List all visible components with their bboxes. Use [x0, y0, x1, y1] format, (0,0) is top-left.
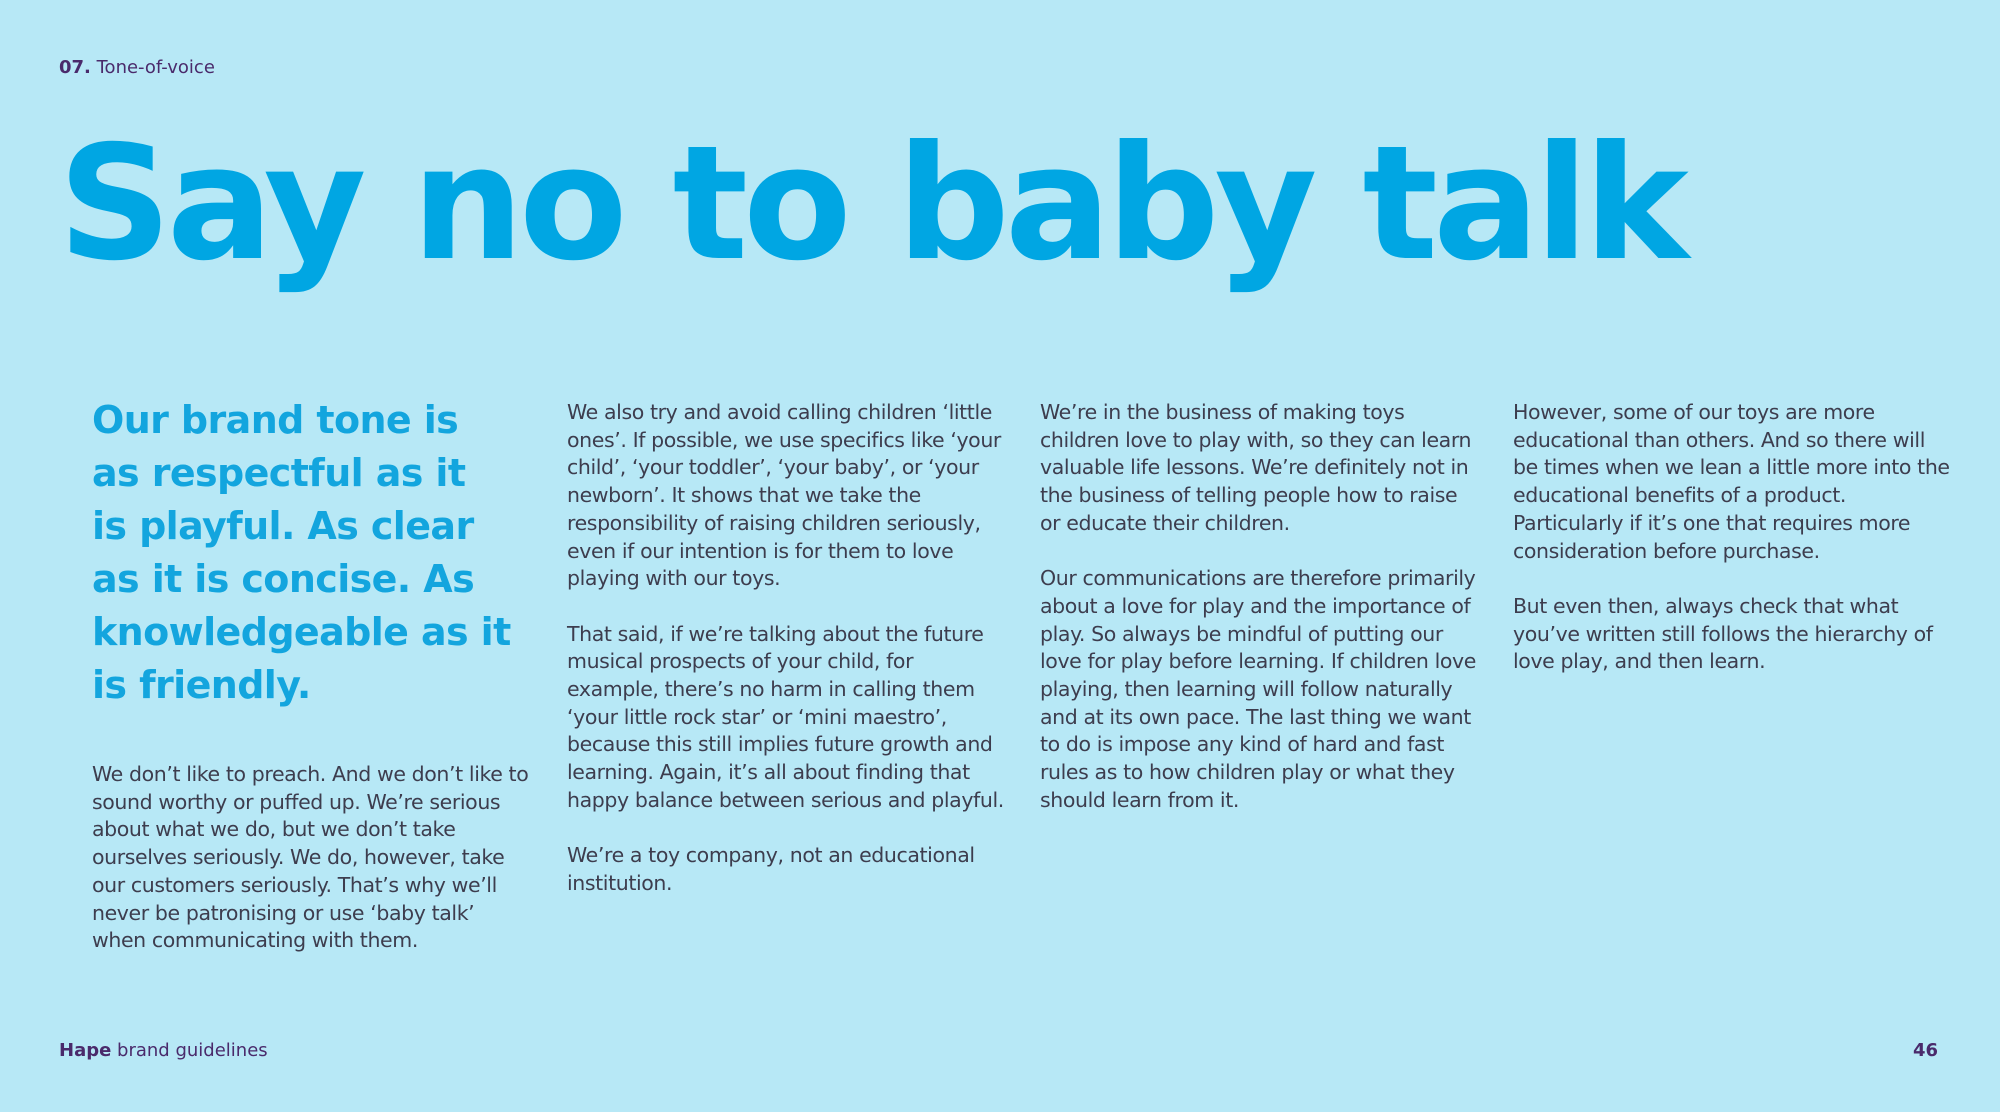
body-paragraph: We don’t like to preach. And we don’t like to sound worthy or puffed up. We’re serious about what we do, but we don’t take ourselves seriously. We do, however, take our customers seriously. That’s why we’ll never be patronising or use ‘baby talk’ when communicating with them.: [92, 762, 529, 953]
body-paragraph: We’re a toy company, not an educational institution.: [567, 843, 975, 895]
page-number: 46: [1912, 1040, 1938, 1061]
section-number: 07.: [59, 57, 91, 78]
body-paragraph: We’re in the business of making toys children love to play with, so they can learn valuable life lessons. We’re definitely not in the business of telling people how to raise or educate their children.: [1040, 400, 1472, 535]
section-title: Tone-of-voice: [96, 57, 215, 78]
brand-name: Hape: [59, 1040, 112, 1061]
column-1: [92, 761, 532, 955]
document-title: brand guidelines: [117, 1040, 268, 1061]
body-paragraph: Our communications are therefore primarily about a love for play and the importance of play. So always be mindful of putting our love for play before learning. If children love playing, then learning will follow naturally and at its own pace. The last thing we want to do is impose any kind of hard and fast rules as to how children play or what they should learn from it.: [1040, 566, 1477, 812]
section-label: [59, 57, 215, 78]
body-paragraph: That said, if we’re talking about the future musical prospects of your child, for example, there’s no harm in calling them ‘your little rock star’ or ‘mini maestro’, because this still implies future growth and learning. Again, it’s all about finding that happy balance between serious and playful.: [567, 621, 1004, 812]
column-3: [1040, 399, 1480, 815]
column-2: [567, 399, 1007, 898]
body-paragraph: However, some of our toys are more educational than others. And so there will be times when we lean a little more into the educational benefits of a product. Particularly if it’s one that requires more consideration before purchase.: [1513, 400, 1950, 563]
footer-brand: [59, 1040, 268, 1061]
page-headline: Say no to baby talk: [58, 112, 1684, 296]
body-paragraph: But even then, always check that what you’ve written still follows the hierarchy of love play, and then learn.: [1513, 593, 1933, 674]
lead-statement: Our brand tone is as respectful as it is playful. As clear as it is concise. As knowledgeable as it is friendly.: [92, 398, 511, 707]
column-4: [1513, 399, 1953, 676]
body-paragraph: We also try and avoid calling children ‘little ones’. If possible, we use specifics like ‘your child’, ‘your toddler’, ‘your baby’, or ‘your newborn’. It shows that we take the responsibility of raising children seriously, even if our intention is for them to love playing with our toys.: [567, 400, 1001, 591]
